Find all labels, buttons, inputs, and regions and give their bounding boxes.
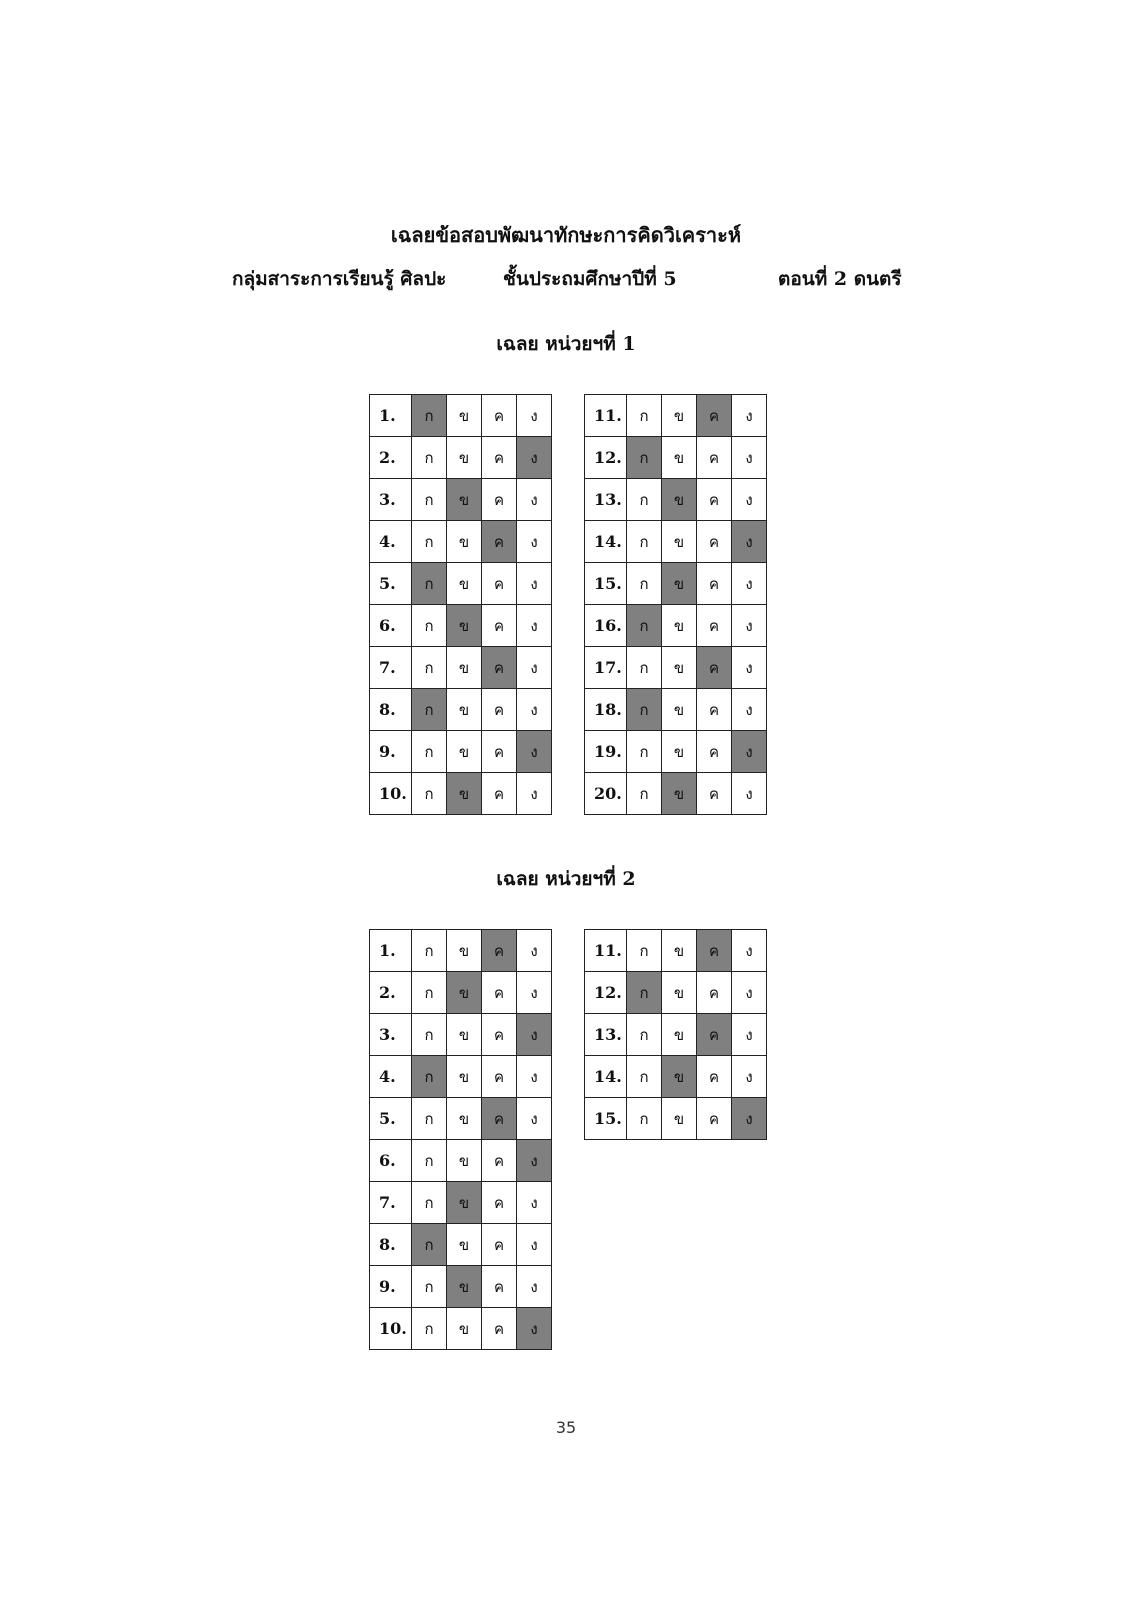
answer-choice-correct: ก — [627, 972, 662, 1014]
answer-row — [585, 731, 767, 773]
answer-choice: ค — [697, 1056, 732, 1098]
answer-choice: ง — [517, 1266, 552, 1308]
answer-row — [585, 1098, 767, 1140]
answer-choice-correct: ค — [697, 647, 732, 689]
answer-choice-correct: ก — [627, 605, 662, 647]
answer-row — [585, 395, 767, 437]
answer-choice: ง — [517, 689, 552, 731]
answer-choice: ง — [517, 395, 552, 437]
answer-choice: ข — [447, 437, 482, 479]
answer-row — [585, 1014, 767, 1056]
answer-choice-correct: ค — [482, 521, 517, 563]
answer-choice: ก — [412, 1014, 447, 1056]
answer-choice: ค — [482, 1182, 517, 1224]
answer-choice: ก — [412, 479, 447, 521]
answer-row — [370, 395, 552, 437]
answer-choice: ก — [627, 1056, 662, 1098]
answer-choice-correct: ค — [482, 1098, 517, 1140]
answer-choice: ง — [732, 1056, 767, 1098]
answer-choice: ค — [482, 972, 517, 1014]
answer-choice: ง — [517, 521, 552, 563]
question-number: 14. — [585, 521, 627, 563]
answer-choice: ค — [482, 479, 517, 521]
answer-row — [370, 1056, 552, 1098]
answer-choice: ข — [662, 689, 697, 731]
answer-choice: ข — [662, 731, 697, 773]
answer-choice: ก — [627, 773, 662, 815]
answer-choice-correct: ง — [517, 731, 552, 773]
answer-choice-correct: ง — [517, 1308, 552, 1350]
answer-choice: ง — [732, 395, 767, 437]
answer-choice: ง — [517, 972, 552, 1014]
answer-choice-correct: ข — [447, 773, 482, 815]
question-number: 6. — [370, 1140, 412, 1182]
question-number: 10. — [370, 773, 412, 815]
question-number: 5. — [370, 563, 412, 605]
unit-1-title: เฉลย หน่วยฯที่ 1 — [496, 333, 636, 355]
grade-heading: ชั้นประถมศึกษาปีที่ 5 — [503, 268, 677, 290]
answer-choice: ข — [662, 930, 697, 972]
question-number: 1. — [370, 395, 412, 437]
answer-choice: ง — [732, 605, 767, 647]
answer-choice: ง — [517, 773, 552, 815]
answer-choice: ง — [517, 647, 552, 689]
question-number: 9. — [370, 731, 412, 773]
answer-row — [370, 605, 552, 647]
answer-choice: ค — [482, 563, 517, 605]
question-number: 13. — [585, 1014, 627, 1056]
answer-choice: ก — [412, 731, 447, 773]
answer-choice: ก — [412, 972, 447, 1014]
answer-choice-correct: ข — [447, 605, 482, 647]
answer-choice-correct: ค — [697, 1014, 732, 1056]
answer-choice: ก — [412, 437, 447, 479]
answer-choice: ค — [482, 1266, 517, 1308]
answer-choice: ง — [732, 479, 767, 521]
answer-choice: ค — [697, 689, 732, 731]
answer-choice: ง — [732, 689, 767, 731]
answer-choice: ก — [412, 1308, 447, 1350]
answer-choice: ข — [447, 521, 482, 563]
answer-choice: ค — [482, 1056, 517, 1098]
answer-choice: ค — [697, 773, 732, 815]
answer-row — [370, 1098, 552, 1140]
answer-choice: ข — [447, 395, 482, 437]
answer-row — [585, 605, 767, 647]
question-number: 5. — [370, 1098, 412, 1140]
subject-heading: กลุ่มสาระการเรียนรู้ ศิลปะ — [232, 268, 447, 290]
answer-choice: ข — [662, 605, 697, 647]
answer-choice: ก — [412, 773, 447, 815]
answer-choice: ข — [447, 1098, 482, 1140]
answer-choice: ข — [447, 647, 482, 689]
answer-choice: ง — [517, 1224, 552, 1266]
answer-choice-correct: ข — [447, 1182, 482, 1224]
question-number: 10. — [370, 1308, 412, 1350]
answer-row — [585, 437, 767, 479]
answer-choice: ง — [732, 563, 767, 605]
answer-choice: ค — [482, 437, 517, 479]
unit-1-answer-table-left — [369, 394, 552, 815]
answer-choice: ข — [447, 930, 482, 972]
answer-choice: ข — [662, 647, 697, 689]
answer-choice: ง — [517, 1098, 552, 1140]
unit-2-answer-table-right — [584, 929, 767, 1140]
answer-choice-correct: ก — [412, 689, 447, 731]
answer-choice: ก — [627, 1014, 662, 1056]
question-number: 19. — [585, 731, 627, 773]
question-number: 9. — [370, 1266, 412, 1308]
answer-choice: ก — [412, 1098, 447, 1140]
unit-2-answer-table-left — [369, 929, 552, 1350]
answer-choice: ง — [517, 563, 552, 605]
answer-choice: ค — [482, 395, 517, 437]
answer-choice: ข — [447, 1014, 482, 1056]
question-number: 7. — [370, 1182, 412, 1224]
answer-row — [370, 972, 552, 1014]
answer-row — [585, 647, 767, 689]
answer-choice: ข — [662, 395, 697, 437]
answer-choice: ค — [697, 563, 732, 605]
answer-row — [370, 479, 552, 521]
question-number: 2. — [370, 972, 412, 1014]
answer-row — [585, 563, 767, 605]
answer-choice: ง — [517, 605, 552, 647]
answer-choice: ข — [662, 1098, 697, 1140]
answer-choice-correct: ก — [412, 1224, 447, 1266]
answer-choice-correct: ค — [482, 930, 517, 972]
answer-row — [370, 1224, 552, 1266]
answer-choice: ค — [482, 773, 517, 815]
answer-choice-correct: ค — [482, 647, 517, 689]
unit-1-answer-table-right — [584, 394, 767, 815]
question-number: 12. — [585, 437, 627, 479]
answer-choice-correct: ข — [447, 1266, 482, 1308]
question-number: 2. — [370, 437, 412, 479]
answer-choice: ข — [447, 1224, 482, 1266]
unit-2-title: เฉลย หน่วยฯที่ 2 — [496, 868, 636, 890]
answer-row — [370, 521, 552, 563]
answer-choice: ก — [627, 479, 662, 521]
answer-choice: ง — [517, 930, 552, 972]
answer-choice: ข — [447, 1056, 482, 1098]
answer-choice: ก — [412, 647, 447, 689]
answer-choice: ข — [447, 563, 482, 605]
answer-choice: ก — [627, 521, 662, 563]
answer-row — [370, 1266, 552, 1308]
answer-choice-correct: ง — [517, 437, 552, 479]
answer-choice: ค — [482, 731, 517, 773]
answer-choice: ข — [662, 1014, 697, 1056]
answer-choice: ข — [447, 1140, 482, 1182]
answer-row — [370, 731, 552, 773]
answer-choice: ข — [447, 1308, 482, 1350]
answer-row — [370, 930, 552, 972]
answer-choice: ก — [412, 930, 447, 972]
part-heading: ตอนที่ 2 ดนตรี — [778, 268, 902, 290]
answer-choice: ค — [482, 1014, 517, 1056]
question-number: 3. — [370, 479, 412, 521]
answer-row — [585, 972, 767, 1014]
answer-choice: ข — [662, 972, 697, 1014]
question-number: 1. — [370, 930, 412, 972]
question-number: 8. — [370, 689, 412, 731]
answer-row — [585, 773, 767, 815]
question-number: 6. — [370, 605, 412, 647]
answer-choice: ก — [412, 1182, 447, 1224]
question-number: 15. — [585, 563, 627, 605]
answer-choice-correct: ข — [447, 972, 482, 1014]
answer-choice: ง — [732, 1014, 767, 1056]
answer-choice: ง — [732, 773, 767, 815]
answer-choice-correct: ก — [412, 563, 447, 605]
answer-row — [585, 521, 767, 563]
question-number: 8. — [370, 1224, 412, 1266]
answer-row — [370, 1308, 552, 1350]
answer-choice-correct: ข — [662, 1056, 697, 1098]
answer-choice: ง — [517, 1182, 552, 1224]
question-number: 4. — [370, 521, 412, 563]
question-number: 14. — [585, 1056, 627, 1098]
answer-choice-correct: ข — [662, 773, 697, 815]
question-number: 13. — [585, 479, 627, 521]
answer-choice: ค — [482, 689, 517, 731]
answer-choice: ข — [662, 521, 697, 563]
answer-choice: ก — [627, 395, 662, 437]
answer-choice: ค — [482, 1140, 517, 1182]
answer-choice: ค — [697, 479, 732, 521]
answer-choice: ก — [412, 1266, 447, 1308]
answer-choice: ก — [627, 731, 662, 773]
answer-choice-correct: ก — [627, 689, 662, 731]
answer-choice: ค — [482, 1308, 517, 1350]
answer-row — [585, 1056, 767, 1098]
question-number: 11. — [585, 395, 627, 437]
answer-choice-correct: ก — [627, 437, 662, 479]
answer-choice: ง — [732, 437, 767, 479]
question-number: 15. — [585, 1098, 627, 1140]
answer-row — [370, 647, 552, 689]
question-number: 20. — [585, 773, 627, 815]
question-number: 7. — [370, 647, 412, 689]
answer-choice: ค — [697, 437, 732, 479]
answer-choice-correct: ข — [662, 563, 697, 605]
answer-row — [585, 930, 767, 972]
answer-choice: ค — [697, 521, 732, 563]
answer-choice-correct: ก — [412, 1056, 447, 1098]
answer-choice: ข — [447, 689, 482, 731]
answer-row — [585, 479, 767, 521]
answer-row — [370, 1140, 552, 1182]
answer-choice: ก — [627, 930, 662, 972]
answer-choice: ก — [627, 647, 662, 689]
answer-row — [370, 437, 552, 479]
answer-row — [370, 773, 552, 815]
question-number: 16. — [585, 605, 627, 647]
question-number: 11. — [585, 930, 627, 972]
answer-choice-correct: ข — [662, 479, 697, 521]
answer-choice-correct: ค — [697, 930, 732, 972]
question-number: 4. — [370, 1056, 412, 1098]
answer-choice-correct: ง — [517, 1014, 552, 1056]
answer-choice-correct: ค — [697, 395, 732, 437]
answer-row — [370, 1014, 552, 1056]
answer-choice-correct: ข — [447, 479, 482, 521]
answer-choice: ง — [732, 647, 767, 689]
question-number: 18. — [585, 689, 627, 731]
answer-row — [370, 689, 552, 731]
question-number: 12. — [585, 972, 627, 1014]
page-number: 35 — [555, 1418, 577, 1437]
answer-choice: ก — [412, 605, 447, 647]
answer-choice: ค — [482, 1224, 517, 1266]
answer-row — [585, 689, 767, 731]
answer-row — [370, 563, 552, 605]
answer-choice-correct: ง — [517, 1140, 552, 1182]
answer-choice: ง — [732, 972, 767, 1014]
answer-choice: ก — [412, 521, 447, 563]
answer-choice: ค — [697, 605, 732, 647]
answer-choice: ข — [447, 731, 482, 773]
answer-choice: ค — [482, 605, 517, 647]
answer-choice-correct: ง — [732, 521, 767, 563]
question-number: 3. — [370, 1014, 412, 1056]
answer-choice-correct: ง — [732, 731, 767, 773]
answer-choice: ง — [517, 1056, 552, 1098]
document-title: เฉลยข้อสอบพัฒนาทักษะการคิดวิเคราะห์ — [390, 223, 742, 247]
question-number: 17. — [585, 647, 627, 689]
answer-choice: ก — [627, 563, 662, 605]
answer-choice-correct: ง — [732, 1098, 767, 1140]
answer-choice: ข — [662, 437, 697, 479]
answer-choice: ง — [732, 930, 767, 972]
answer-choice: ค — [697, 1098, 732, 1140]
answer-choice: ก — [412, 1140, 447, 1182]
answer-choice-correct: ก — [412, 395, 447, 437]
answer-choice: ค — [697, 972, 732, 1014]
answer-row — [370, 1182, 552, 1224]
answer-choice: ก — [627, 1098, 662, 1140]
answer-choice: ง — [517, 479, 552, 521]
answer-choice: ค — [697, 731, 732, 773]
